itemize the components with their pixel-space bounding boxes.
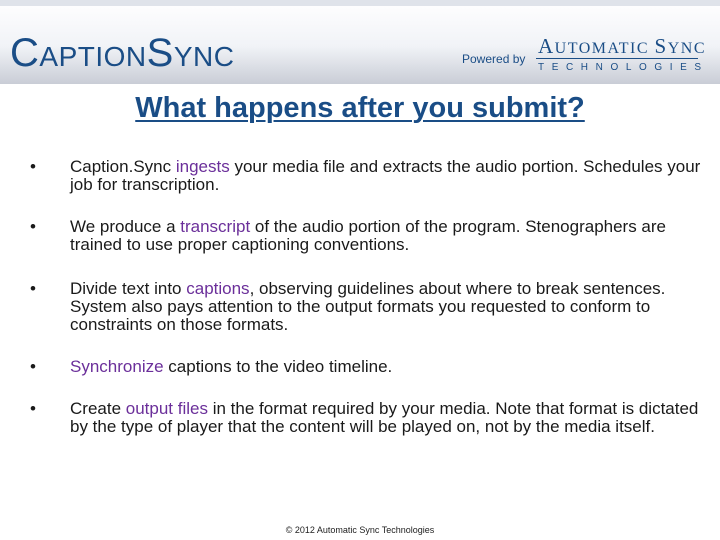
bullet-text: Create output files in the format required by your media. Note that format is dictated by the type of player that the content will be played on, not by the media itself.: [70, 399, 699, 436]
copyright-footer: © 2012 Automatic Sync Technologies: [285, 525, 435, 535]
bullet-icon: •: [30, 217, 36, 236]
slide-title: What happens after you submit?: [135, 92, 585, 124]
bullet-text: Synchronize captions to the video timeline.: [70, 357, 393, 376]
bullet-text: Divide text into captions, observing guidelines about where to break sentences. System also pays attention to the output formats you requested to conform to constraints on those formats.: [70, 279, 666, 334]
header-banner: [0, 0, 720, 84]
bullet-icon: •: [30, 399, 36, 418]
bullet-icon: •: [30, 157, 36, 176]
captionsync-logo: CAPTIONSYNC: [10, 31, 235, 75]
bullet-icon: •: [30, 279, 36, 298]
logo-divider: [536, 58, 698, 59]
technologies-label: TECHNOLOGIES: [538, 62, 709, 73]
bullet-text: Caption.Sync ingests your media file and extracts the audio portion. Schedules your job for transcription.: [70, 157, 701, 194]
bullet-icon: •: [30, 357, 36, 376]
automatic-sync-logo: AUTOMATIC SYNC: [538, 34, 707, 58]
bullet-text: We produce a transcript of the audio portion of the program. Stenographers are trained to use proper captioning conventions.: [70, 217, 667, 254]
powered-by-label: Powered by: [462, 52, 526, 66]
